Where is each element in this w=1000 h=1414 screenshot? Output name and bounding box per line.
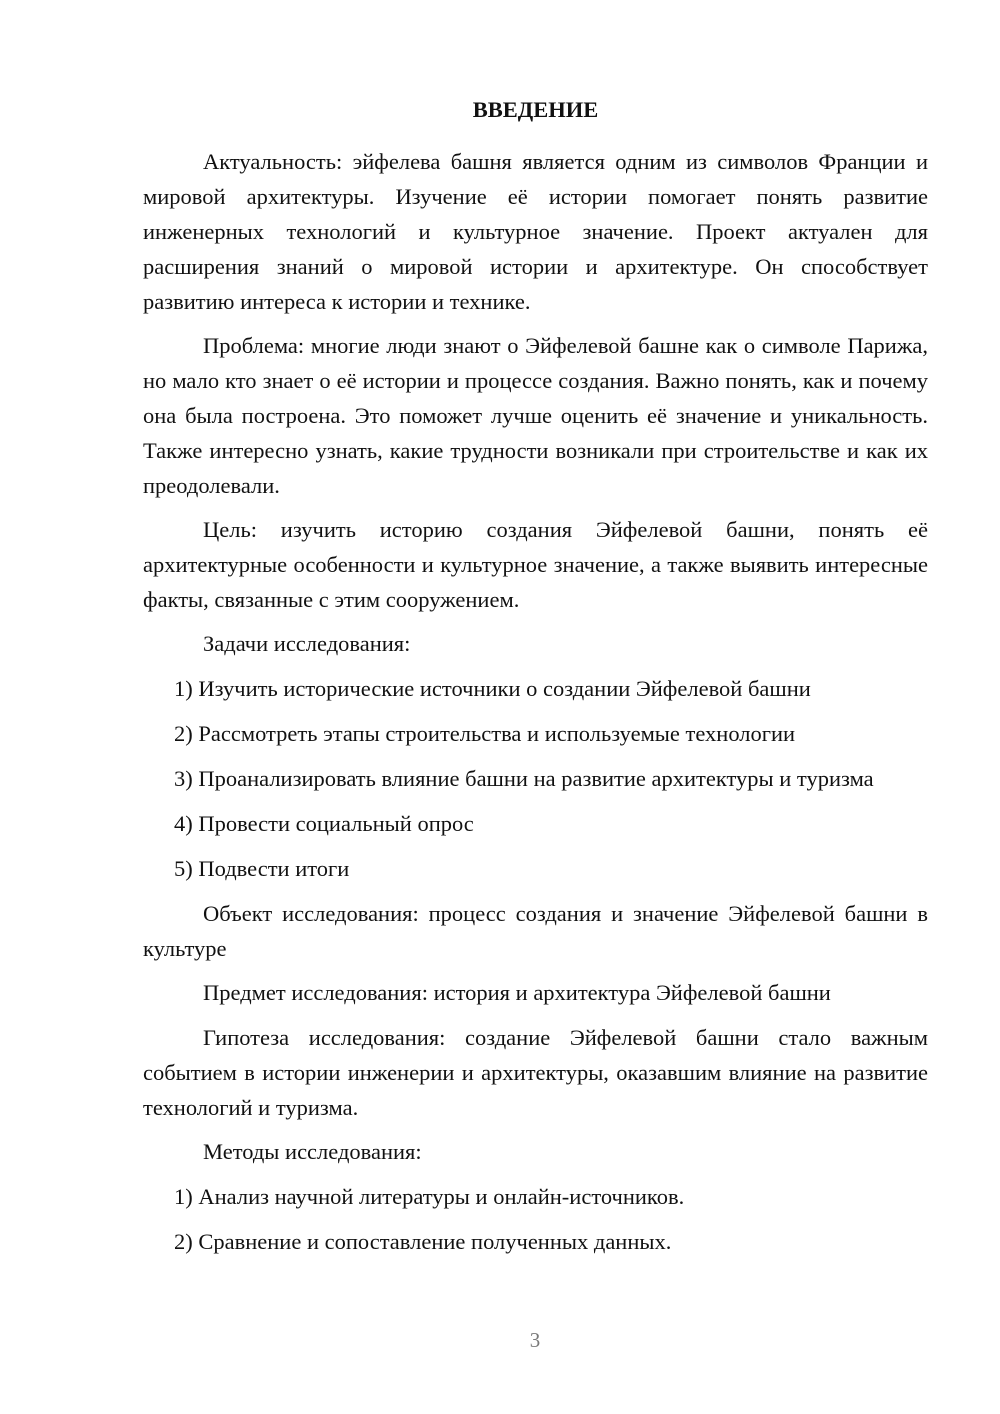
task-item-4: 4) Провести социальный опрос	[174, 811, 474, 836]
method-item-2: 2) Сравнение и сопоставление полученных данных.	[174, 1229, 672, 1254]
method-item-1: 1) Анализ научной литературы и онлайн-источников.	[174, 1184, 685, 1209]
subject-paragraph: Предмет исследования: история и архитектура Эйфелевой башни	[203, 980, 831, 1005]
task-item-2: 2) Рассмотреть этапы строительства и используемые технологии	[174, 721, 796, 746]
page-number: 3	[529, 1328, 541, 1352]
task-item-3: 3) Проанализировать влияние башни на развитие архитектуры и туризма	[174, 766, 874, 791]
goal-paragraph: Цель: изучить историю создания Эйфелевой башни, понять её архитектурные особенности и культурное значение, а также выявить интересные факты, связанные с этим сооружением.	[143, 517, 928, 612]
task-item-5: 5) Подвести итоги	[174, 856, 350, 881]
document-page	[143, 92, 928, 1269]
object-paragraph: Объект исследования: процесс создания и значение Эйфелевой башни в культуре	[143, 901, 928, 961]
hypothesis-paragraph: Гипотеза исследования: создание Эйфелевой башни стало важным событием в истории инженерии и архитектуры, оказавшим влияние на развитие технологий и туризма.	[143, 1025, 928, 1120]
methods-heading: Методы исследования:	[203, 1139, 422, 1164]
tasks-heading: Задачи исследования:	[203, 631, 411, 656]
section-title: ВВЕДЕНИЕ	[472, 97, 599, 122]
problem-paragraph: Проблема: многие люди знают о Эйфелевой башне как о символе Парижа, но мало кто знает о её истории и процессе создания. Важно понять, как и почему она была построена. Это поможет лучше оценить её значение и уникальность. Также интересно узнать, какие трудности возникали при строительстве и как их преодолевали.	[143, 333, 928, 498]
task-item-1: 1) Изучить исторические источники о создании Эйфелевой башни	[174, 676, 811, 701]
relevance-paragraph: Актуальность: эйфелева башня является одним из символов Франции и мировой архитектуры. Изучение её истории помогает понять развитие инженерных технологий и культурное значение. Проект актуален для расширения знаний о мировой истории и архитектуре. Он способствует развитию интереса к истории и технике.	[143, 149, 928, 314]
